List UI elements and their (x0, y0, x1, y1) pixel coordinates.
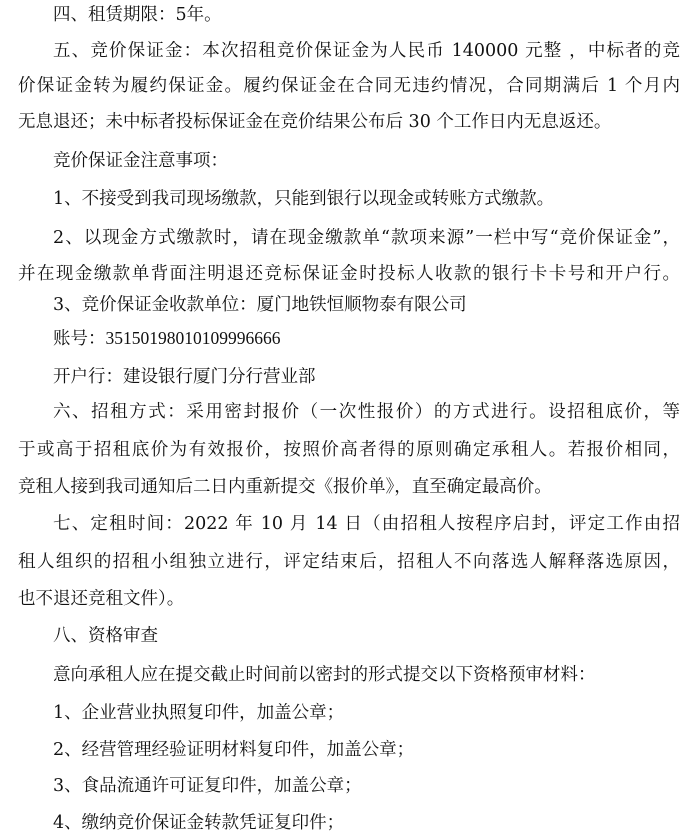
text-line: 竞价保证金注意事项： (53, 151, 228, 171)
text-line: 意向承租人应在提交截止时间前以密封的形式提交以下资格预审材料： (53, 665, 596, 685)
text-line: 账号：35150198010109996666 (53, 328, 281, 348)
text-line: 开户行：建设银行厦门分行营业部 (53, 367, 316, 387)
text-line: 竞租人接到我司通知后二日内重新提交《报价单》，直至确定最高价。 (18, 477, 552, 497)
text-line: 并在现金缴款单背面注明退还竞标保证金时投标人收款的银行卡卡号和开户行。 (18, 264, 680, 284)
text-line: 四、租赁期限：5年。 (53, 5, 222, 25)
text-line: 1、不接受到我司现场缴款，只能到银行以现金或转账方式缴款。 (53, 189, 555, 209)
text-line: 无息退还；未中标者投标保证金在竞价结果公布后 30 个工作日内无息返还。 (18, 112, 612, 132)
list-item: 1、企业营业执照复印件，加盖公章； (53, 703, 345, 723)
list-item: 3、食品流通许可证复印件，加盖公章； (53, 776, 362, 796)
text-line: 3、竞价保证金收款单位：厦门地铁恒顺物泰有限公司 (53, 295, 467, 315)
text-line: 2、以现金方式缴款时，请在现金缴款单“款项来源”一栏中写“竞价保证金”， (53, 228, 680, 248)
text-line: 七、定租时间：2022 年 10 月 14 日（由招租人按程序启封，评定工作由招 (53, 514, 680, 534)
text-line: 五、竞价保证金：本次招租竞价保证金为人民币 140000 元整 ，中标者的竞 (53, 41, 680, 61)
text-line: 也不退还竞租文件）。 (18, 589, 185, 609)
text-line: 价保证金转为履约保证金。履约保证金在合同无违约情况，合同期满后 1 个月内 (18, 76, 680, 96)
list-item: 4、缴纳竞价保证金转款凭证复印件； (53, 813, 345, 833)
section-heading: 八、资格审查 (53, 626, 158, 646)
text-line: 六、招租方式：采用密封报价（一次性报价）的方式进行。设招租底价，等 (53, 402, 680, 422)
text-line: 于或高于招租底价为有效报价，按照价高者得的原则确定承租人。若报价相同， (18, 440, 680, 460)
list-item: 2、经营管理经验证明材料复印件，加盖公章； (53, 740, 415, 760)
text-line: 租人组织的招租小组独立进行，评定结束后，招租人不向落选人解释落选原因， (18, 552, 680, 572)
